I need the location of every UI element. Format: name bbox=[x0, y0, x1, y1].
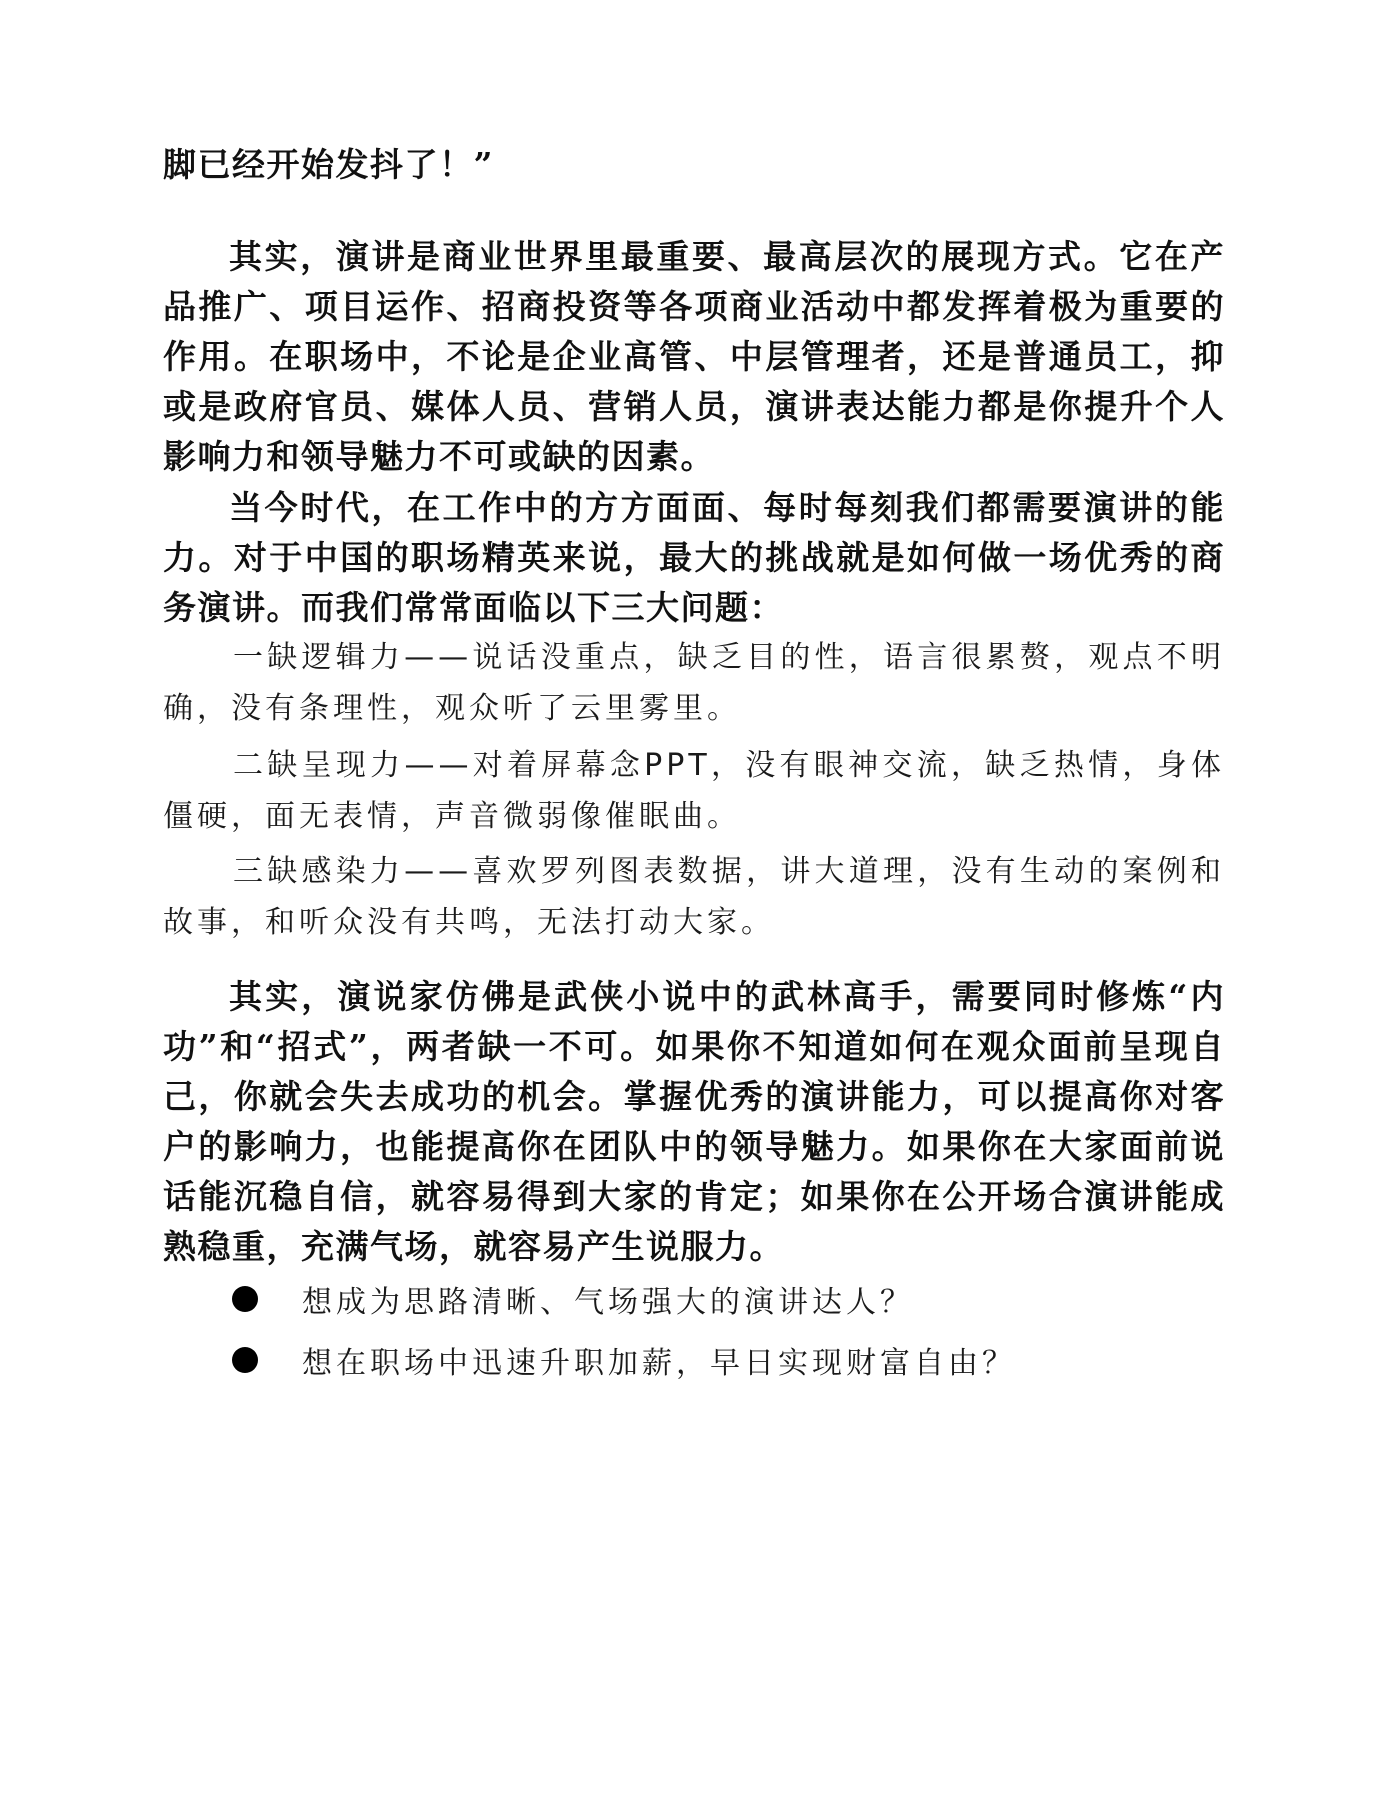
list-item bbox=[232, 1335, 1232, 1385]
bullet-dot-icon bbox=[232, 1347, 258, 1373]
paragraph-challenges: 当今时代，在工作中的方方面面、每时每刻我们都需要演讲的能力。对于中国的职场精英来说，最大的挑战就是如何做一场优秀的商务演讲。而我们常常面临以下三大问题： bbox=[163, 488, 1225, 627]
paragraph-martial-arts: 其实，演说家仿佛是武侠小说中的武林高手，需要同时修炼“内功”和“招式”，两者缺一不可。如果你不知道如何在观众面前呈现自己，你就会失去成功的机会。掌握优秀的演讲能力，可以提高你对客户的影响力，也能提高你在团队中的领导魅力。如果你在大家面前说话能沉稳自信，就容易得到大家的肯定；如果你在公开场合演讲能成熟稳重，充满气场，就容易产生说服力。 bbox=[163, 977, 1225, 1266]
bullet-text: 想成为思路清晰、气场强大的演讲达人？ bbox=[302, 1285, 914, 1320]
bullet-dot-icon bbox=[232, 1286, 258, 1312]
problem-logic: 一缺逻辑力——说话没重点，缺乏目的性，语言很累赘，观点不明确，没有条理性，观众听了云里雾里。 bbox=[163, 640, 1225, 726]
bullet-text: 想在职场中迅速升职加薪，早日实现财富自由？ bbox=[302, 1346, 1016, 1381]
paragraph-intro: 其实，演讲是商业世界里最重要、最高层次的展现方式。它在产品推广、项目运作、招商投资等各项商业活动中都发挥着极为重要的作用。在职场中，不论是企业高管、中层管理者，还是普通员工，抑或是政府官员、媒体人员、营销人员，演讲表达能力都是你提升个人影响力和领导魅力不可或缺的因素。 bbox=[163, 237, 1225, 476]
list-item bbox=[232, 1274, 1232, 1324]
continuation-line: 脚已经开始发抖了！” bbox=[163, 145, 494, 184]
problem-appeal: 三缺感染力——喜欢罗列图表数据，讲大道理，没有生动的案例和故事，和听众没有共鸣，无法打动大家。 bbox=[163, 854, 1225, 940]
problem-presentation: 二缺呈现力——对着屏幕念PPT，没有眼神交流，缺乏热情，身体僵硬，面无表情，声音微弱像催眠曲。 bbox=[163, 748, 1225, 834]
